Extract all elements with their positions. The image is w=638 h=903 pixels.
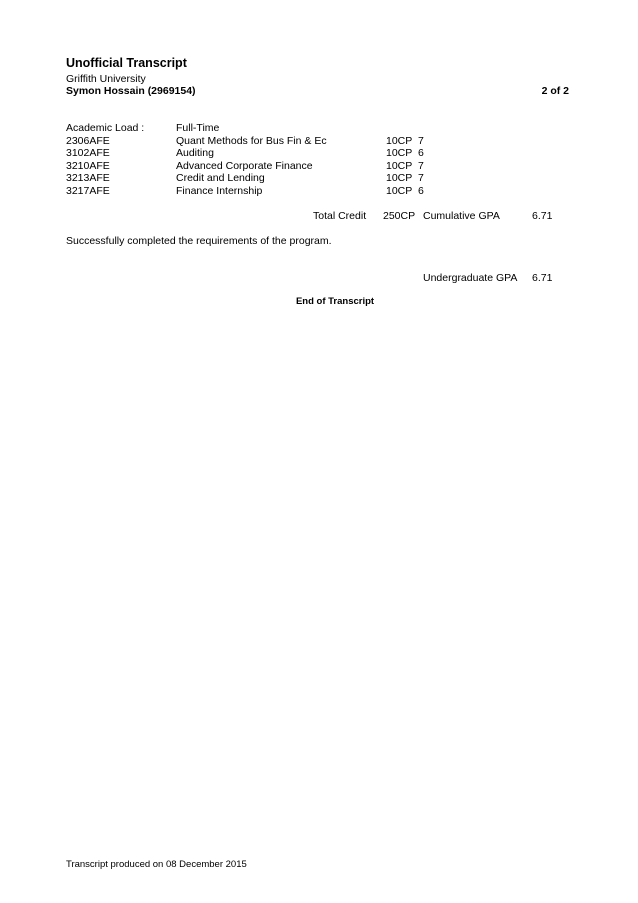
end-of-transcript: End of Transcript [295,296,375,307]
undergraduate-gpa-value: 6.71 [532,272,553,284]
institution-name: Griffith University [66,73,146,85]
total-credit-label: Total Credit [313,210,367,222]
course-grade: 7 [418,135,424,147]
course-credit: 10CP [386,160,413,172]
course-row [0,147,638,160]
cumulative-gpa-value: 6.71 [532,210,553,222]
course-credit: 10CP [386,185,413,197]
course-code: 3213AFE [66,172,110,184]
undergraduate-gpa-row [0,272,638,285]
total-credit-value: 250CP [383,210,416,222]
course-code: 3210AFE [66,160,110,172]
course-name: Advanced Corporate Finance [176,160,313,172]
course-name: Auditing [176,147,214,159]
course-name: Credit and Lending [176,172,265,184]
course-credit: 10CP [386,147,413,159]
completion-note: Successfully completed the requirements of the program. [66,235,332,247]
course-credit: 10CP [386,135,413,147]
course-grade: 7 [418,160,424,172]
course-grade: 6 [418,185,424,197]
course-row [0,185,638,198]
academic-load-label: Academic Load : [66,122,145,134]
transcript-title: Unofficial Transcript [66,56,187,70]
produced-date: Transcript produced on 08 December 2015 [66,859,247,870]
course-name: Quant Methods for Bus Fin & Ec [176,135,327,147]
course-code: 3217AFE [66,185,110,197]
course-name: Finance Internship [176,185,263,197]
undergraduate-gpa-label: Undergraduate GPA [423,272,518,284]
cumulative-gpa-label: Cumulative GPA [423,210,500,222]
course-code: 3102AFE [66,147,110,159]
student-name: Symon Hossain (2969154) [66,85,196,97]
academic-load-value: Full-Time [176,122,220,134]
course-grade: 6 [418,147,424,159]
academic-load-row [0,122,638,135]
course-grade: 7 [418,172,424,184]
totals-row [0,210,638,223]
page-number: 2 of 2 [541,85,569,97]
course-code: 2306AFE [66,135,110,147]
course-credit: 10CP [386,172,413,184]
course-row [0,172,638,185]
